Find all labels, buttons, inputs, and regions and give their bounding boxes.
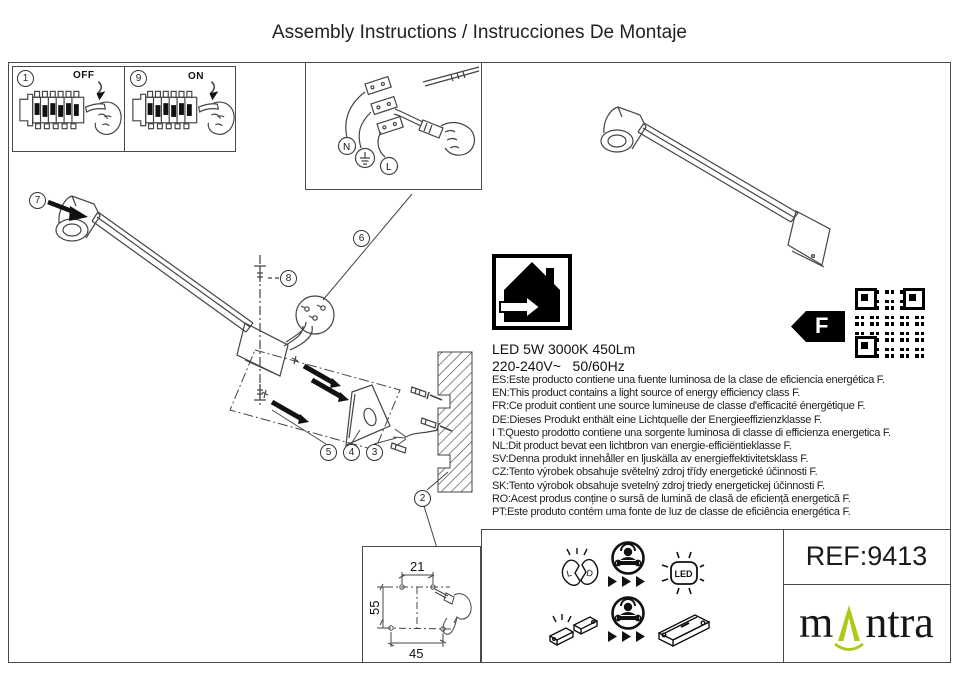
breaker-on-illustration (127, 76, 235, 148)
energy-line-en: EN:This product contains a light source of energy efficiency class F. (492, 387, 801, 400)
brand-logo-ntra: ntra (865, 598, 934, 647)
switch-off-label: OFF (73, 70, 95, 81)
earth-icon (360, 152, 370, 164)
led-driver-icon (655, 605, 715, 655)
spec-led: LED 5W 3000K 450Lm (492, 341, 636, 357)
energy-line-ro: RO:Acest produs conține o sursă de lumină de clasă de eficiență energetică F. (492, 492, 851, 505)
led-module-icon (660, 550, 706, 596)
energy-class-statements (492, 374, 891, 519)
energy-class-arrow (791, 311, 845, 342)
dim-top-label: 21 (410, 559, 425, 574)
energy-line-de: DE:Dieses Produkt enthält eine Lichtquelle der Energieeffizienzklasse F. (492, 413, 822, 426)
energy-class-letter: F (815, 313, 829, 338)
wiring-illustration (305, 62, 480, 188)
callout-5: 5 (320, 444, 337, 461)
energy-line-es: ES:Este producto contiene una fuente luminosa de la clase de eficiencia energética F. (492, 374, 885, 386)
callout-4: 4 (343, 444, 360, 461)
breaker-off-illustration (14, 76, 122, 148)
qr-code (855, 288, 925, 358)
callout-step9: 9 (130, 70, 147, 87)
broken-led-l: L (565, 567, 573, 579)
wire-neutral-label: N (343, 142, 351, 153)
broken-led-d: D (585, 567, 594, 579)
brand-logo-m: m (799, 598, 834, 647)
energy-line-sv: SV:Denna produkt innehåller en ljuskälla av energieffektivitetsklass F. (492, 453, 809, 466)
technician-icon (611, 541, 645, 575)
broken-led-icon (558, 545, 602, 591)
callout-7: 7 (29, 192, 46, 209)
callout-step1: 1 (17, 70, 34, 87)
brand-caret-icon (833, 601, 865, 653)
switch-steps-divider (124, 67, 125, 151)
dim-bottom-label: 45 (409, 646, 424, 661)
page-title: Assembly Instructions / Instrucciones De Montaje (271, 22, 687, 43)
assembled-lamp-illustration (560, 95, 890, 280)
spec-voltage: 220-240V~ 50/60Hz (492, 358, 625, 374)
led-module-label: LED (674, 569, 693, 579)
wire-live-label: L (386, 162, 392, 173)
energy-line-nl: NL:Dit product bevat een lichtbron van energie-efficiëntieklasse F. (492, 440, 792, 453)
drill-template-illustration (362, 546, 479, 661)
energy-line-fr: FR:Ce produit contient une source lumineuse de classe d'efficacité énergétique F. (492, 400, 866, 413)
replace-arrows-icon (608, 576, 646, 588)
callout-8: 8 (280, 270, 297, 287)
replaceable-source-icon (492, 254, 572, 330)
brand-logo (783, 584, 950, 661)
technician-icon-2 (611, 596, 645, 630)
broken-driver-icon (546, 598, 602, 650)
replace-arrows-icon-2 (608, 631, 646, 643)
dim-side-label: 55 (367, 600, 382, 615)
energy-line-cz: CZ:Tento výrobek obsahuje světelný zdroj třídy energetické účinnosti F. (492, 466, 818, 479)
energy-line-sk: SK:Tento výrobok obsahuje svetelný zdroj triedy energetickej účinnosti F. (492, 479, 825, 492)
energy-line-it: I T:Questo prodotto contiene una sorgente luminosa di classe di efficienza energetica F. (492, 426, 891, 439)
callout-3: 3 (366, 444, 383, 461)
energy-line-pt: PT:Este produto contém uma fonte de luz de classe de eficiência energética F. (492, 506, 851, 519)
callout-2: 2 (414, 490, 431, 507)
switch-on-label: ON (188, 71, 204, 82)
reference-number: REF:9413 (805, 541, 928, 571)
callout-6: 6 (353, 230, 370, 247)
